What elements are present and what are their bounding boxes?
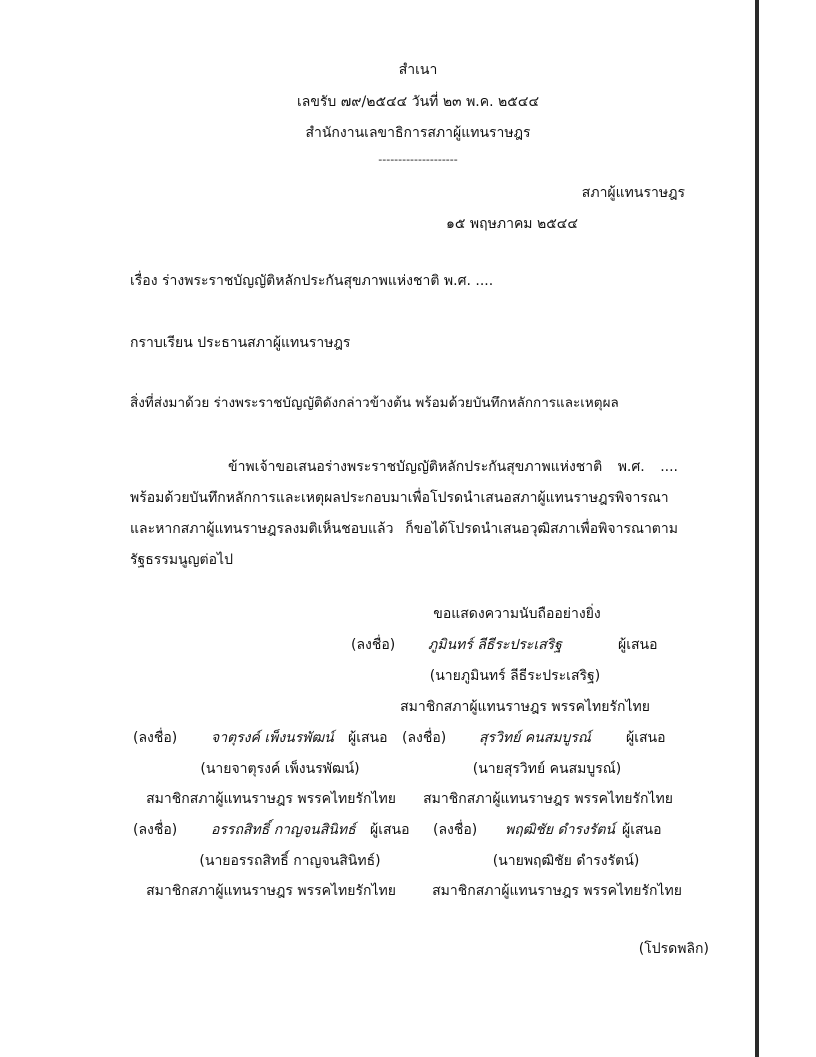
letter-date: ๑๕ พฤษภาคม ๒๕๔๔ <box>445 216 578 232</box>
copy-label: สำเนา <box>398 62 438 78</box>
page-edge-border <box>755 0 759 1057</box>
enclosure-text: ร่างพระราชบัญญัติดังกล่าวข้างต้น พร้อมด้วยบันทึกหลักการและเหตุผล <box>213 395 619 411</box>
signer-4-signature: พฤฒิชัย ดำรงรัตน์ <box>505 822 615 838</box>
salutation-line <box>130 335 350 352</box>
signer-3-position: สมาชิกสภาผู้แทนราษฎร พรรคไทยรักไทย <box>146 883 396 899</box>
signer-1-signed-label: (ลงชื่อ) <box>133 730 178 746</box>
salutation-label: กราบเรียน <box>130 335 193 351</box>
body-text: ข้าพเจ้าขอเสนอร่างพระราชบัญญัติหลักประกันสุขภาพแห่งชาติ พ.ศ. .... พร้อมด้วยบันทึกหลักการและเหตุผลประกอบมาเพื่อโปรดนำเสนอสภาผู้แทนราษฎรพิจารณา และหากสภาผู้แทนราษฎรลงมติเห็นชอบแล้ว ก็ขอได้โปรดนำเสนอวุฒิสภาเพื่อพิจารณาตาม รัฐธรรมนูญต่อไป <box>130 459 678 568</box>
signer-2-signed-label: (ลงชื่อ) <box>402 730 447 746</box>
turn-over-note: (โปรดพลิก) <box>638 941 709 957</box>
main-signature: ภูมินทร์ ลีธีระประเสริฐ <box>428 637 562 653</box>
subject-text: ร่างพระราชบัญญัติหลักประกันสุขภาพแห่งชาติ พ.ศ. .... <box>162 273 494 289</box>
signer-2-printed-name: (นายสุรวิทย์ คนสมบูรณ์) <box>472 761 622 777</box>
signer-1-role: ผู้เสนอ <box>348 730 388 746</box>
receipt-line: เลขรับ ๗๙/๒๕๔๔ วันที่ ๒๓ พ.ค. ๒๕๔๔ <box>296 94 540 110</box>
signer-1-signature: จาตุรงค์ เพ็งนรพัฒน์ <box>211 730 334 746</box>
enclosure-label: สิ่งที่ส่งมาด้วย <box>130 395 210 411</box>
signer-3-printed-name: (นายอรรถสิทธิ์ กาญจนสินิทธ์) <box>199 853 381 869</box>
closing: ขอแสดงความนับถืออย่างยิ่ง <box>433 606 601 622</box>
signer-3-signature: อรรถสิทธิ์ กาญจนสินิทธ์ <box>211 822 356 838</box>
subject-line <box>130 273 493 290</box>
signer-4-role: ผู้เสนอ <box>622 822 662 838</box>
signer-4-printed-name: (นายพฤฒิชัย ดำรงรัตน์) <box>492 853 640 869</box>
salutation-text: ประธานสภาผู้แทนราษฎร <box>197 335 351 351</box>
signer-3-signed-label: (ลงชื่อ) <box>133 822 178 838</box>
signer-1-printed-name: (นายจาตุรงค์ เพ็งนรพัฒน์) <box>200 761 360 777</box>
main-printed-name: (นายภูมินทร์ ลีธีระประเสริฐ) <box>429 668 601 684</box>
main-signed-label: (ลงชื่อ) <box>351 637 396 653</box>
enclosure-line <box>130 395 619 411</box>
main-role: ผู้เสนอ <box>618 637 658 653</box>
header-separator: -------------------- <box>378 153 458 166</box>
signer-3-role: ผู้เสนอ <box>370 822 410 838</box>
office-name: สำนักงานเลขาธิการสภาผู้แทนราษฎร <box>305 125 531 141</box>
signer-2-role: ผู้เสนอ <box>626 730 666 746</box>
signer-4-signed-label: (ลงชื่อ) <box>433 822 478 838</box>
signer-4-position: สมาชิกสภาผู้แทนราษฎร พรรคไทยรักไทย <box>432 883 682 899</box>
signer-1-position: สมาชิกสภาผู้แทนราษฎร พรรคไทยรักไทย <box>146 791 396 807</box>
letter-origin: สภาผู้แทนราษฎร <box>581 185 685 201</box>
body-paragraph <box>130 452 678 576</box>
subject-label: เรื่อง <box>130 273 158 289</box>
signer-2-position: สมาชิกสภาผู้แทนราษฎร พรรคไทยรักไทย <box>423 791 673 807</box>
main-position: สมาชิกสภาผู้แทนราษฎร พรรคไทยรักไทย <box>400 699 650 715</box>
signer-2-signature: สุรวิทย์ คนสมบูรณ์ <box>479 730 591 746</box>
